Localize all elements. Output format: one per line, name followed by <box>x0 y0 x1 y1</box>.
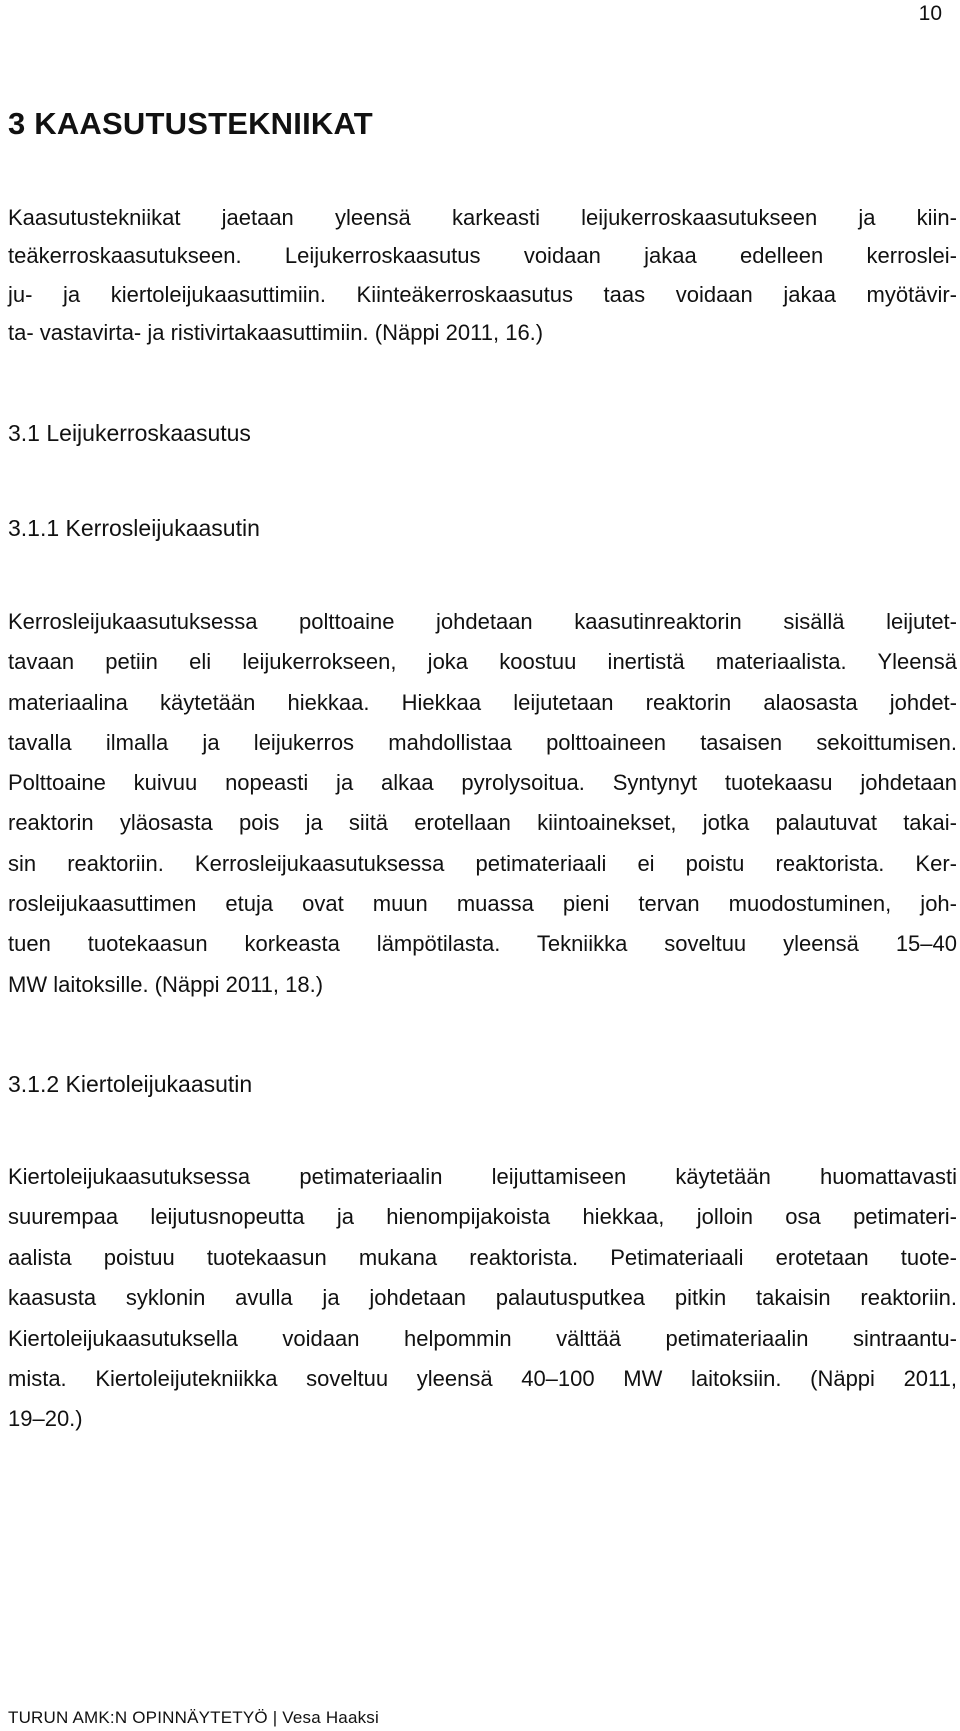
paragraph-line: suurempaa leijutusnopeutta ja hienompijakoista hiekkaa, jolloin osa petimateri- <box>8 1204 957 1230</box>
paragraph-line: sin reaktoriin. Kerrosleijukaasutuksessa petimateriaali ei poistu reaktorista. Ker- <box>8 850 957 876</box>
paragraph-line: tavalla ilmalla ja leijukerros mahdollistaa polttoaineen tasaisen sekoittumisen. <box>8 729 957 755</box>
paragraph-line: tuen tuotekaasun korkeasta lämpötilasta. Tekniikka soveltuu yleensä 15–40 <box>8 931 957 957</box>
section-heading-3-1-2: 3.1.2 Kiertoleijukaasutin <box>8 1071 253 1097</box>
paragraph-line: reaktorin yläosasta pois ja siitä erotellaan kiintoainekset, jotka palautuvat takai- <box>8 810 957 836</box>
paragraph-line: Kaasutustekniikat jaetaan yleensä karkeasti leijukerroskaasutukseen ja kiin- <box>8 205 957 230</box>
kiertoleijukaasutin-paragraph <box>8 1157 957 1440</box>
paragraph-line: materiaalina käytetään hiekkaa. Hiekkaa leijutetaan reaktorin alaosasta johdet- <box>8 689 957 715</box>
paragraph-line: Kerrosleijukaasutuksessa polttoaine johdetaan kaasutinreaktorin sisällä leijutet- <box>8 609 957 634</box>
paragraph-line: Kiertoleijukaasutuksessa petimateriaalin leijuttamiseen käytetään huomattavasti <box>8 1164 957 1189</box>
paragraph-line: Kiertoleijukaasutuksella voidaan helpommin välttää petimateriaalin sintraantu- <box>8 1325 957 1351</box>
page-number: 10 <box>918 2 942 25</box>
paragraph-line: 19–20.) <box>8 1406 83 1432</box>
paragraph-line: aalista poistuu tuotekaasun mukana reaktorista. Petimateriaali erotetaan tuote- <box>8 1244 957 1270</box>
paragraph-line: ju- ja kiertoleijukaasuttimiin. Kiinteäkerroskaasutus taas voidaan jakaa myötävir- <box>8 281 957 307</box>
footer: TURUN AMK:N OPINNÄYTETYÖ | Vesa Haaksi <box>8 1708 379 1727</box>
kerrosleijukaasutin-paragraph <box>8 602 957 1005</box>
section-heading-3-1: 3.1 Leijukerroskaasutus <box>8 420 251 446</box>
paragraph-line: ta- vastavirta- ja ristivirtakaasuttimiin. (Näppi 2011, 16.) <box>8 319 544 345</box>
intro-paragraph <box>8 199 957 352</box>
paragraph-line: rosleijukaasuttimen etuja ovat muun muassa pieni tervan muodostuminen, joh- <box>8 891 957 917</box>
paragraph-line: teäkerroskaasutukseen. Leijukerroskaasutus voidaan jakaa edelleen kerroslei- <box>8 243 957 269</box>
paragraph-line: mista. Kiertoleijutekniikka soveltuu yleensä 40–100 MW laitoksiin. (Näppi 2011, <box>8 1366 957 1392</box>
section-heading-3-1-1: 3.1.1 Kerrosleijukaasutin <box>8 515 260 541</box>
paragraph-line: MW laitoksille. (Näppi 2011, 18.) <box>8 971 324 997</box>
paragraph-line: Polttoaine kuivuu nopeasti ja alkaa pyrolysoitua. Syntynyt tuotekaasu johdetaan <box>8 770 957 796</box>
chapter-heading: 3 KAASUTUSTEKNIIKAT <box>8 106 373 141</box>
paragraph-line: tavaan petiin eli leijukerrokseen, joka koostuu inertistä materiaalista. Yleensä <box>8 649 957 675</box>
paragraph-line: kaasusta syklonin avulla ja johdetaan palautusputkea pitkin takaisin reaktoriin. <box>8 1285 957 1311</box>
